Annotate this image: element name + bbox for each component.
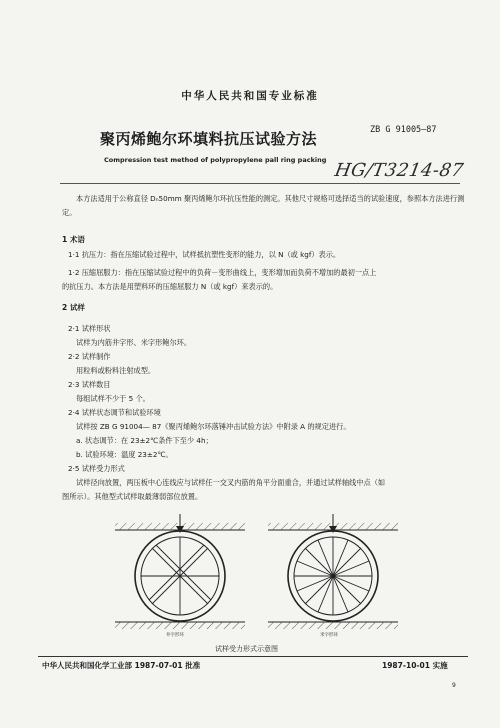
header-rule: [60, 183, 460, 184]
term-1-1: 1·1 抗压力：指在压缩试验过程中，试样抵抗塑性变形的能力，以 N（或 kgf）表示。: [68, 250, 341, 259]
right-ring-label: 米字形环: [320, 633, 338, 638]
figure-right-ring: [258, 510, 408, 640]
section-2-5-title: 2·5 试样受力形式: [68, 464, 125, 473]
left-ring-label: 井字形环: [166, 633, 184, 638]
section-2-3-title: 2·3 试样数目: [68, 380, 111, 389]
section-2-2-title: 2·2 试样制作: [68, 352, 111, 361]
page-number: 9: [452, 682, 456, 689]
implementation-date: 1987-10-01 实施: [382, 661, 448, 670]
intro-paragraph: 本方法适用于公称直径 Dₙ50mm 聚丙烯鲍尔环抗压性能的测定。其他尺寸规格可选择适当的试验速度，参照本方法进行测定。: [62, 194, 465, 217]
section-2-1-title: 2·1 试样形状: [68, 324, 111, 333]
standard-code: ZB G 91005—87: [370, 125, 437, 135]
footer-rule: [38, 656, 468, 657]
english-title: Compression test method of polypropylene pall ring packing: [104, 156, 327, 164]
term-1-2-line2: 的抗压力。本方法是用塑料环的压缩屈服力 N（或 kgf）来表示的。: [62, 282, 278, 291]
section-2-4-a: a. 状态调节：在 23±2℃条件下至少 4h；: [76, 436, 213, 445]
approval-info: 中华人民共和国化学工业部 1987-07-01 批准: [42, 661, 201, 670]
section-2-3-text: 每组试样不少于 5 个。: [76, 394, 150, 403]
section-2-5-line1: 试样径向放置，两压板中心连线应与试样任一交叉内筋的角平分面重合，并通过试样轴线中点（如: [76, 478, 386, 487]
figure-caption: 试样受力形式示意图: [215, 645, 278, 653]
section-2-1-text: 试样为内筋井字形、米字形鲍尔环。: [76, 338, 192, 347]
section-2-4-title: 2·4 试样状态调节和试验环境: [68, 408, 161, 417]
term-1-2-line1: 1·2 压缩屈服力：指在压缩试验过程中的负荷－变形曲线上，变形增加而负荷不增加的最初一点上: [68, 268, 377, 277]
figure-left-ring: [105, 510, 255, 640]
document-title: 聚丙烯鲍尔环填料抗压试验方法: [100, 130, 318, 148]
section-2-5-line2: 图所示）。其他型式试样取最薄弱部位放置。: [62, 492, 203, 501]
section-1-heading: 1 术语: [62, 235, 85, 244]
section-2-4-b: b. 试验环境：温度 23±2℃。: [76, 450, 173, 459]
section-2-2-text: 用粒料或粉料注射成型。: [76, 366, 156, 375]
section-2-4-text: 试样按 ZB G 91004— 87《聚丙烯鲍尔环落锤冲击试验方法》中附录 A 的规定进行。: [76, 422, 351, 431]
handwritten-note: HG/T3214-87: [333, 160, 466, 181]
standard-header: 中华人民共和国专业标准: [181, 90, 319, 102]
section-2-heading: 2 试样: [62, 303, 85, 312]
